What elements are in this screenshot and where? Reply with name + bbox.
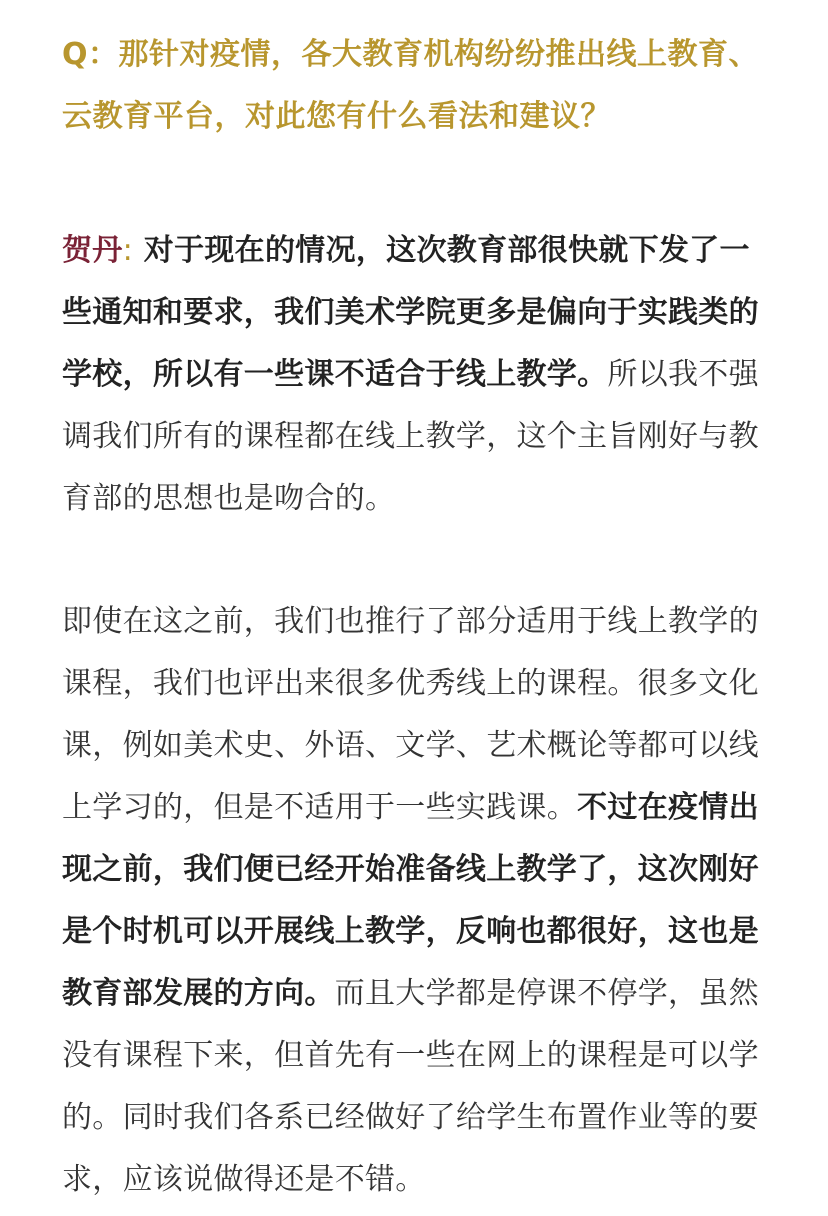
answer-normal-text: 所以我不强调我们所有的课程都在线上教学，这个主旨刚好与教育部的思想也是吻合的。 — [62, 357, 759, 516]
answer-paragraph-2 — [62, 591, 766, 1211]
paragraph-2-bold-text: 不过在疫情出现之前，我们便已经开始准备线上教学了，这次刚好是个时机可以开展线上教学，反响也都很好，这也是教育部发展的方向。 — [62, 790, 759, 1011]
paragraph-2-normal-end: 而且大学都是停课不停学，虽然没有课程下来，但首先有一些在网上的课程是可以学的。同时我们各系已经做好了给学生布置作业等的要求，应该说做得还是不错。 — [62, 976, 759, 1197]
question-text: Q：那针对疫情，各大教育机构纷纷推出线上教育、云教育平台，对此您有什么看法和建议？ — [62, 37, 760, 134]
answer-paragraph-1 — [62, 220, 766, 530]
paragraph-2-normal-start: 即使在这之前，我们也推行了部分适用于线上教学的课程，我们也评出来很多优秀线上的课程。很多文化课，例如美术史、外语、文学、艺术概论等都可以线上学习的，但是不适用于一些实践课。 — [62, 604, 759, 825]
speaker-name: 贺丹 — [62, 233, 123, 268]
answer-bold-text: 对于现在的情况，这次教育部很快就下发了一些通知和要求，我们美术学院更多是偏向于实践类的学校，所以有一些课不适合于线上教学。 — [62, 233, 759, 392]
speaker-colon: : — [122, 233, 134, 268]
